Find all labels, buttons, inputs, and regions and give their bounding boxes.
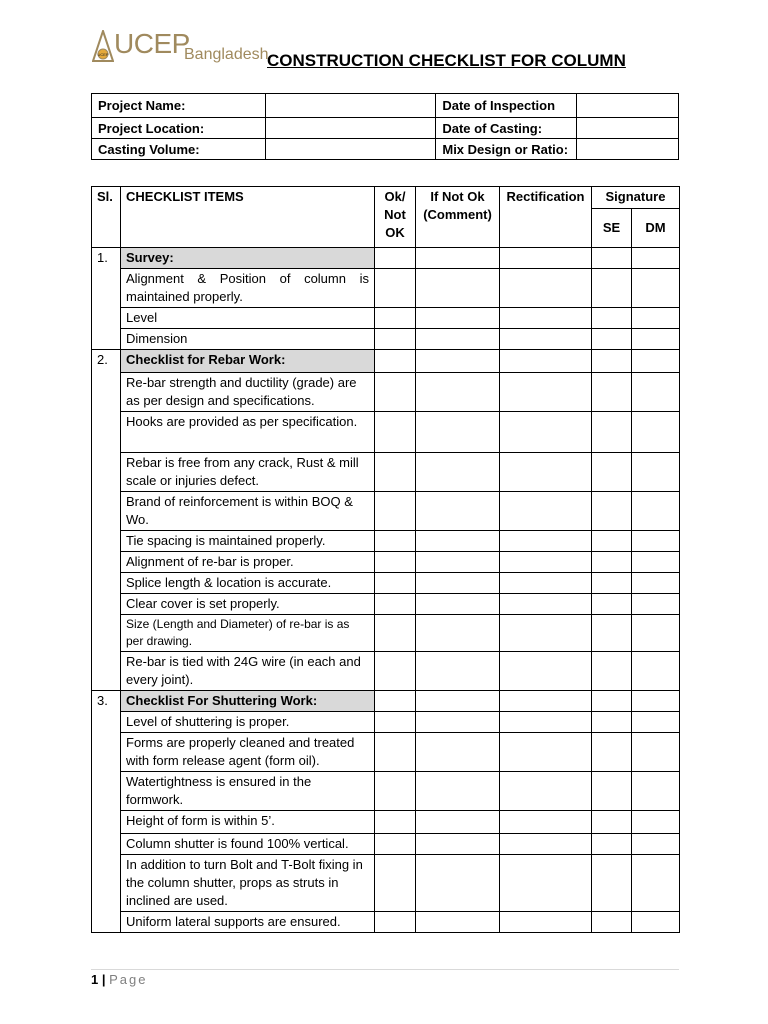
ok-cell[interactable]: [375, 573, 416, 594]
logo-subtext: Bangladesh: [184, 46, 269, 63]
ok-cell[interactable]: [375, 492, 416, 531]
ok-cell[interactable]: [375, 912, 416, 933]
se-cell[interactable]: [592, 373, 632, 412]
comment-cell[interactable]: [416, 308, 500, 329]
se-cell[interactable]: [592, 308, 632, 329]
mix-design-label: Mix Design or Ratio:: [436, 139, 577, 160]
table-row: [92, 615, 680, 652]
checklist-item: Level: [121, 308, 375, 329]
ok-cell[interactable]: [375, 308, 416, 329]
casting-volume-field[interactable]: [265, 139, 436, 160]
table-row: [92, 772, 680, 811]
svg-text:UCEP: UCEP: [97, 52, 109, 57]
rectification-cell[interactable]: [500, 329, 592, 350]
comment-cell[interactable]: [416, 453, 500, 492]
rectification-cell[interactable]: [500, 834, 592, 855]
ucep-logo: [92, 26, 267, 70]
se-cell[interactable]: [592, 552, 632, 573]
ucep-triangle-icon: [92, 30, 114, 62]
rectification-cell[interactable]: [500, 373, 592, 412]
checklist-item: Hooks are provided as per specification.: [121, 412, 375, 453]
rectification-cell[interactable]: [500, 691, 592, 712]
ok-cell[interactable]: [375, 552, 416, 573]
rectification-cell[interactable]: [500, 552, 592, 573]
dm-cell[interactable]: [632, 573, 680, 594]
mix-design-field[interactable]: [577, 139, 679, 160]
comment-cell[interactable]: [416, 269, 500, 308]
ok-cell[interactable]: [375, 453, 416, 492]
rectification-cell[interactable]: [500, 412, 592, 453]
checklist-item: Alignment & Position of column is maintained properly.: [121, 269, 375, 308]
table-row: [92, 373, 680, 412]
project-location-label: Project Location:: [92, 118, 266, 139]
dm-cell[interactable]: [632, 733, 680, 772]
date-of-casting-field[interactable]: [577, 118, 679, 139]
se-cell[interactable]: [592, 492, 632, 531]
dm-cell[interactable]: [632, 594, 680, 615]
dm-cell[interactable]: [632, 615, 680, 652]
ok-cell[interactable]: [375, 269, 416, 308]
section-row: [92, 350, 680, 373]
checklist-item: Tie spacing is maintained properly.: [121, 531, 375, 552]
checklist-item: Splice length & location is accurate.: [121, 573, 375, 594]
col-if-not-ok: If Not Ok (Comment): [416, 187, 500, 248]
col-sl: Sl.: [92, 187, 121, 248]
date-of-casting-label: Date of Casting:: [436, 118, 577, 139]
checklist-item: Watertightness is ensured in the formwork.: [121, 772, 375, 811]
comment-cell[interactable]: [416, 712, 500, 733]
dm-cell[interactable]: [632, 350, 680, 373]
dm-cell[interactable]: [632, 373, 680, 412]
col-checklist-items: CHECKLIST ITEMS: [121, 187, 375, 248]
section-number: 3.: [92, 691, 121, 933]
se-cell[interactable]: [592, 573, 632, 594]
rectification-cell[interactable]: [500, 531, 592, 552]
checklist-item: Size (Length and Diameter) of re-bar is as per drawing.: [121, 615, 375, 652]
comment-cell[interactable]: [416, 350, 500, 373]
se-cell[interactable]: [592, 712, 632, 733]
checklist-item: Uniform lateral supports are ensured.: [121, 912, 375, 933]
se-cell[interactable]: [592, 248, 632, 269]
dm-cell[interactable]: [632, 248, 680, 269]
table-row: [92, 492, 680, 531]
comment-cell[interactable]: [416, 594, 500, 615]
table-row: [92, 912, 680, 933]
dm-cell[interactable]: [632, 652, 680, 691]
comment-cell[interactable]: [416, 552, 500, 573]
comment-cell[interactable]: [416, 573, 500, 594]
rectification-cell[interactable]: [500, 733, 592, 772]
section-row: [92, 691, 680, 712]
table-row: [92, 712, 680, 733]
checklist-item: Height of form is within 5’.: [121, 811, 375, 834]
dm-cell[interactable]: [632, 772, 680, 811]
table-row: [92, 269, 680, 308]
table-row: [92, 552, 680, 573]
comment-cell[interactable]: [416, 811, 500, 834]
col-rectification: Rectification: [500, 187, 592, 248]
se-cell[interactable]: [592, 834, 632, 855]
dm-cell[interactable]: [632, 308, 680, 329]
table-row: [92, 733, 680, 772]
dm-cell[interactable]: [632, 531, 680, 552]
ok-cell[interactable]: [375, 248, 416, 269]
page-number: 1: [91, 972, 99, 987]
col-se: SE: [592, 209, 632, 248]
table-row: [92, 652, 680, 691]
dm-cell[interactable]: [632, 492, 680, 531]
page-footer: [91, 972, 148, 987]
comment-cell[interactable]: [416, 834, 500, 855]
date-of-inspection-label: Date of Inspection: [436, 94, 577, 118]
checklist-item: Re-bar strength and ductility (grade) are as per design and specifications.: [121, 373, 375, 412]
checklist-item: In addition to turn Bolt and T-Bolt fixing in the column shutter, props as struts in inclined are used.: [121, 855, 375, 912]
dm-cell[interactable]: [632, 329, 680, 350]
checklist-table: [91, 186, 680, 933]
project-location-field[interactable]: [265, 118, 436, 139]
ok-cell[interactable]: [375, 373, 416, 412]
comment-cell[interactable]: [416, 772, 500, 811]
table-row: [92, 531, 680, 552]
project-name-field[interactable]: [265, 94, 436, 118]
rectification-cell[interactable]: [500, 912, 592, 933]
rectification-cell[interactable]: [500, 615, 592, 652]
casting-volume-label: Casting Volume:: [92, 139, 266, 160]
rectification-cell[interactable]: [500, 652, 592, 691]
footer-divider: [91, 969, 679, 970]
section-title: Checklist for Rebar Work:: [121, 350, 375, 373]
page-label: Page: [109, 972, 148, 987]
dm-cell[interactable]: [632, 691, 680, 712]
comment-cell[interactable]: [416, 652, 500, 691]
section-row: [92, 248, 680, 269]
checklist-item: Rebar is free from any crack, Rust & mill scale or injuries defect.: [121, 453, 375, 492]
ok-cell[interactable]: [375, 531, 416, 552]
ok-cell[interactable]: [375, 712, 416, 733]
se-cell[interactable]: [592, 855, 632, 912]
se-cell[interactable]: [592, 531, 632, 552]
comment-cell[interactable]: [416, 492, 500, 531]
dm-cell[interactable]: [632, 855, 680, 912]
se-cell[interactable]: [592, 733, 632, 772]
table-row: [92, 329, 680, 350]
project-info-table: [91, 93, 679, 160]
checklist-item: Forms are properly cleaned and treated with form release agent (form oil).: [121, 733, 375, 772]
dm-cell[interactable]: [632, 453, 680, 492]
comment-cell[interactable]: [416, 733, 500, 772]
ok-cell[interactable]: [375, 691, 416, 712]
se-cell[interactable]: [592, 412, 632, 453]
ok-cell[interactable]: [375, 615, 416, 652]
se-cell[interactable]: [592, 594, 632, 615]
se-cell[interactable]: [592, 453, 632, 492]
comment-cell[interactable]: [416, 855, 500, 912]
checklist-item: Alignment of re-bar is proper.: [121, 552, 375, 573]
rectification-cell[interactable]: [500, 308, 592, 329]
comment-cell[interactable]: [416, 373, 500, 412]
section-title: Checklist For Shuttering Work:: [121, 691, 375, 712]
dm-cell[interactable]: [632, 269, 680, 308]
checklist-item: Level of shuttering is proper.: [121, 712, 375, 733]
comment-cell[interactable]: [416, 412, 500, 453]
table-row: [92, 412, 680, 453]
ok-cell[interactable]: [375, 350, 416, 373]
table-row: [92, 811, 680, 834]
checklist-item: Dimension: [121, 329, 375, 350]
footer-separator: |: [101, 972, 106, 987]
ok-cell[interactable]: [375, 834, 416, 855]
se-cell[interactable]: [592, 350, 632, 373]
project-name-label: Project Name:: [92, 94, 266, 118]
table-row: [92, 594, 680, 615]
ok-cell[interactable]: [375, 811, 416, 834]
comment-cell[interactable]: [416, 329, 500, 350]
ok-cell[interactable]: [375, 412, 416, 453]
table-row: [92, 308, 680, 329]
se-cell[interactable]: [592, 772, 632, 811]
rectification-cell[interactable]: [500, 573, 592, 594]
rectification-cell[interactable]: [500, 350, 592, 373]
se-cell[interactable]: [592, 269, 632, 308]
table-row: [92, 855, 680, 912]
date-of-inspection-field[interactable]: [577, 94, 679, 118]
rectification-cell[interactable]: [500, 248, 592, 269]
se-cell[interactable]: [592, 329, 632, 350]
checklist-item: Clear cover is set properly.: [121, 594, 375, 615]
col-signature: Signature: [592, 187, 680, 209]
dm-cell[interactable]: [632, 912, 680, 933]
section-title: Survey:: [121, 248, 375, 269]
checklist-item: Column shutter is found 100% vertical.: [121, 834, 375, 855]
ok-cell[interactable]: [375, 733, 416, 772]
section-number: 1.: [92, 248, 121, 350]
document-title: CONSTRUCTION CHECKLIST FOR COLUMN: [267, 51, 626, 70]
ok-cell[interactable]: [375, 329, 416, 350]
rectification-cell[interactable]: [500, 811, 592, 834]
dm-cell[interactable]: [632, 412, 680, 453]
comment-cell[interactable]: [416, 615, 500, 652]
se-cell[interactable]: [592, 615, 632, 652]
col-dm: DM: [632, 209, 680, 248]
rectification-cell[interactable]: [500, 492, 592, 531]
comment-cell[interactable]: [416, 531, 500, 552]
comment-cell[interactable]: [416, 691, 500, 712]
dm-cell[interactable]: [632, 712, 680, 733]
table-row: [92, 453, 680, 492]
rectification-cell[interactable]: [500, 712, 592, 733]
se-cell[interactable]: [592, 811, 632, 834]
ok-cell[interactable]: [375, 855, 416, 912]
section-number: 2.: [92, 350, 121, 691]
rectification-cell[interactable]: [500, 269, 592, 308]
comment-cell[interactable]: [416, 248, 500, 269]
ok-cell[interactable]: [375, 772, 416, 811]
se-cell[interactable]: [592, 652, 632, 691]
rectification-cell[interactable]: [500, 453, 592, 492]
comment-cell[interactable]: [416, 912, 500, 933]
ok-cell[interactable]: [375, 652, 416, 691]
dm-cell[interactable]: [632, 811, 680, 834]
col-ok-not-ok: Ok/ Not OK: [375, 187, 416, 248]
rectification-cell[interactable]: [500, 594, 592, 615]
dm-cell[interactable]: [632, 834, 680, 855]
rectification-cell[interactable]: [500, 772, 592, 811]
table-row: [92, 834, 680, 855]
logo-text: UCEP: [114, 28, 190, 59]
table-row: [92, 573, 680, 594]
checklist-item: Brand of reinforcement is within BOQ & Wo.: [121, 492, 375, 531]
ok-cell[interactable]: [375, 594, 416, 615]
rectification-cell[interactable]: [500, 855, 592, 912]
dm-cell[interactable]: [632, 552, 680, 573]
se-cell[interactable]: [592, 912, 632, 933]
checklist-item: Re-bar is tied with 24G wire (in each and every joint).: [121, 652, 375, 691]
se-cell[interactable]: [592, 691, 632, 712]
